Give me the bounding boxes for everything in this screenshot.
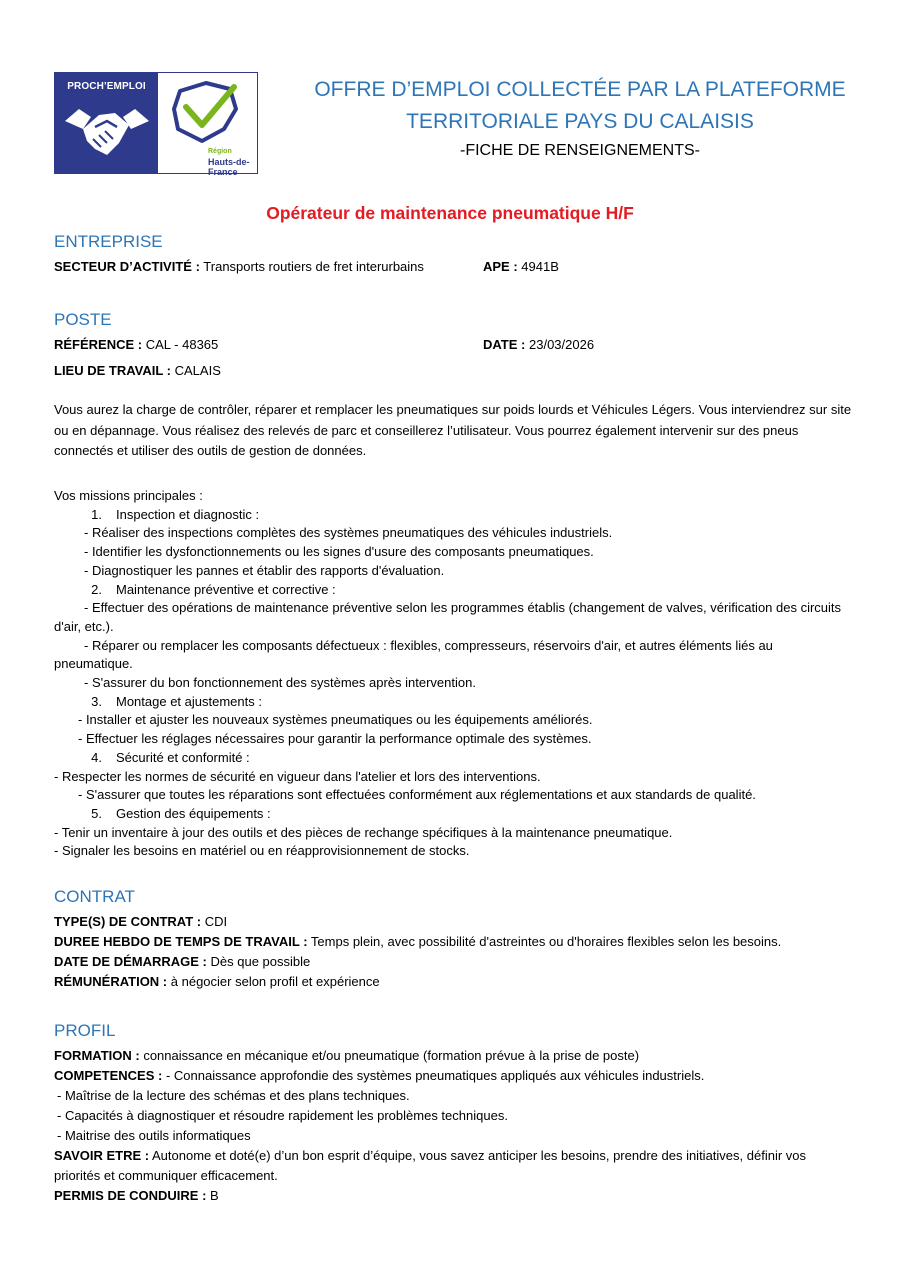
profil-block: [54, 1046, 854, 1206]
formation-label: FORMATION :: [54, 1048, 140, 1063]
mission-title: Montage et ajustements :: [116, 693, 262, 709]
permis-row: [54, 1186, 854, 1206]
demarrage-value: Dès que possible: [210, 954, 311, 969]
date-value: 23/03/2026: [529, 337, 595, 352]
section-entreprise-heading: ENTREPRISE: [54, 232, 163, 251]
mission-heading: [54, 805, 854, 824]
mission-title: Maintenance préventive et corrective :: [116, 581, 336, 597]
date-label: DATE :: [483, 337, 526, 352]
mission-number: 2.: [91, 581, 102, 597]
region-name: Hauts-de-France: [208, 157, 250, 177]
job-description: Vous aurez la charge de contrôler, réparer et remplacer les pneumatiques sur poids lourds et Véhicules Légers. Vous interviendrez sur site ou en dépannage. Vous réalisez des relevés de parc et conseillerez l’utilisateur. Vous pourrez également intervenir sur des pneus connectés et utiliser des outils de gestion de données.: [54, 402, 852, 458]
section-contrat-heading: CONTRAT: [54, 887, 135, 906]
ape-value: 4941B: [521, 259, 559, 274]
reference-label: RÉFÉRENCE :: [54, 337, 143, 352]
contrat-type-label: TYPE(S) DE CONTRAT :: [54, 914, 202, 929]
mission-heading: [54, 749, 854, 768]
remuneration-label: RÉMUNÉRATION :: [54, 974, 168, 989]
mission-item: - Effectuer les réglages nécessaires pour garantir la performance optimale des systèmes.: [78, 731, 592, 747]
mission-item: - Installer et ajuster les nouveaux systèmes pneumatiques ou les équipements améliorés.: [78, 712, 593, 728]
page-title: [300, 74, 860, 138]
proch-emploi-brand: PROCH’EMPLOI: [67, 81, 146, 92]
section-profil-heading: PROFIL: [54, 1021, 116, 1040]
duree-label: DUREE HEBDO DE TEMPS DE TRAVAIL :: [54, 934, 308, 949]
competences-label: COMPETENCES :: [54, 1068, 163, 1083]
mission-item: - Signaler les besoins en matériel ou en réapprovisionnement de stocks.: [54, 843, 470, 859]
mission-title: Inspection et diagnostic :: [116, 506, 260, 522]
savoir-label: SAVOIR ETRE :: [54, 1148, 150, 1163]
handshake-icon: [63, 99, 151, 165]
lieu-value: CALAIS: [174, 363, 221, 378]
page-title-line2: TERRITORIALE PAYS DU CALAISIS: [406, 110, 754, 133]
competences-value: - Connaissance approfondie des systèmes pneumatiques appliqués aux véhicules industriels.: [165, 1068, 705, 1083]
region-map-icon: [172, 79, 242, 149]
proch-emploi-logo: [54, 72, 258, 177]
mission-number: 3.: [91, 693, 102, 709]
duree-row: [54, 932, 781, 951]
savoir-row: [54, 1146, 854, 1186]
mission-item: - Identifier les dysfonctionnements ou les signes d'usure des composants pneumatiques.: [84, 544, 594, 560]
mission-item: - S'assurer que toutes les réparations sont effectuées conformément aux réglementations et aux standards de qualité.: [78, 787, 756, 803]
remuneration-row: [54, 972, 380, 991]
date-row: [483, 335, 594, 354]
lieu-label: LIEU DE TRAVAIL :: [54, 363, 171, 378]
competence-item: - Maîtrise de la lecture des schémas et des plans techniques.: [57, 1088, 410, 1103]
reference-value: CAL - 48365: [145, 337, 219, 352]
formation-value: connaissance en mécanique et/ou pneumatique (formation prévue à la prise de poste): [143, 1048, 640, 1063]
competence-item: - Maitrise des outils informatiques: [57, 1128, 251, 1143]
mission-item: - Tenir un inventaire à jour des outils et des pièces de rechange spécifiques à la maintenance pneumatique.: [54, 824, 673, 840]
permis-label: PERMIS DE CONDUIRE :: [54, 1188, 207, 1203]
mission-item: - Effectuer des opérations de maintenance préventive selon les programmes établis (changement de valves, vérification des circuits d'air, etc.).: [54, 600, 842, 634]
page-subtitle: -FICHE DE RENSEIGNEMENTS-: [459, 142, 700, 159]
region-label: Région: [208, 148, 232, 155]
competences-row: [54, 1066, 854, 1086]
contrat-type-row: [54, 912, 227, 931]
mission-heading: [54, 693, 854, 712]
demarrage-label: DATE DE DÉMARRAGE :: [54, 954, 207, 969]
competence-item: - Capacités à diagnostiquer et résoudre rapidement les problèmes techniques.: [57, 1108, 508, 1123]
ape-row: [483, 257, 559, 276]
region-logo: [158, 73, 257, 177]
mission-number: 1.: [91, 506, 102, 522]
mission-number: 4.: [91, 749, 102, 765]
mission-item: - Réaliser des inspections complètes des systèmes pneumatiques des véhicules industriels.: [84, 525, 613, 541]
mission-item: - Réparer ou remplacer les composants défectueux : flexibles, compresseurs, réservoirs d'air, et autres éléments liés au pneumatique.: [54, 637, 773, 672]
ape-label: APE :: [483, 259, 518, 274]
lieu-row: [54, 361, 221, 380]
job-title: Opérateur de maintenance pneumatique H/F: [266, 203, 634, 223]
mission-heading: [54, 506, 854, 525]
remuneration-value: à négocier selon profil et expérience: [170, 974, 380, 989]
mission-number: 5.: [91, 805, 102, 821]
secteur-row: [54, 257, 424, 276]
section-poste-heading: POSTE: [54, 310, 112, 329]
formation-row: [54, 1046, 854, 1066]
mission-heading: [54, 581, 854, 600]
mission-title: Sécurité et conformité :: [116, 749, 250, 765]
missions-intro: Vos missions principales :: [54, 488, 203, 503]
demarrage-row: [54, 952, 310, 971]
mission-item: - Diagnostiquer les pannes et établir des rapports d'évaluation.: [84, 562, 445, 578]
savoir-value: Autonome et doté(e) d’un bon esprit d’équipe, vous savez anticiper les besoins, prendre des initiatives, définir vos priorités et communiquer efficacement.: [54, 1148, 807, 1183]
secteur-value: Transports routiers de fret interurbains: [203, 259, 424, 274]
page-title-line1: OFFRE D’EMPLOI COLLECTÉE PAR LA PLATEFORME: [314, 78, 846, 101]
mission-title: Gestion des équipements :: [116, 805, 271, 821]
missions-list: [54, 487, 854, 861]
permis-value: B: [210, 1188, 219, 1203]
secteur-label: SECTEUR D’ACTIVITÉ :: [54, 259, 200, 274]
reference-row: [54, 335, 218, 354]
duree-value: Temps plein, avec possibilité d'astreintes ou d'horaires flexibles selon les besoins.: [310, 934, 782, 949]
mission-item: - S'assurer du bon fonctionnement des systèmes après intervention.: [84, 675, 476, 691]
proch-emploi-badge: [55, 73, 158, 173]
mission-item: - Respecter les normes de sécurité en vigueur dans l'atelier et lors des interventions.: [54, 768, 541, 784]
contrat-type-value: CDI: [204, 914, 228, 929]
